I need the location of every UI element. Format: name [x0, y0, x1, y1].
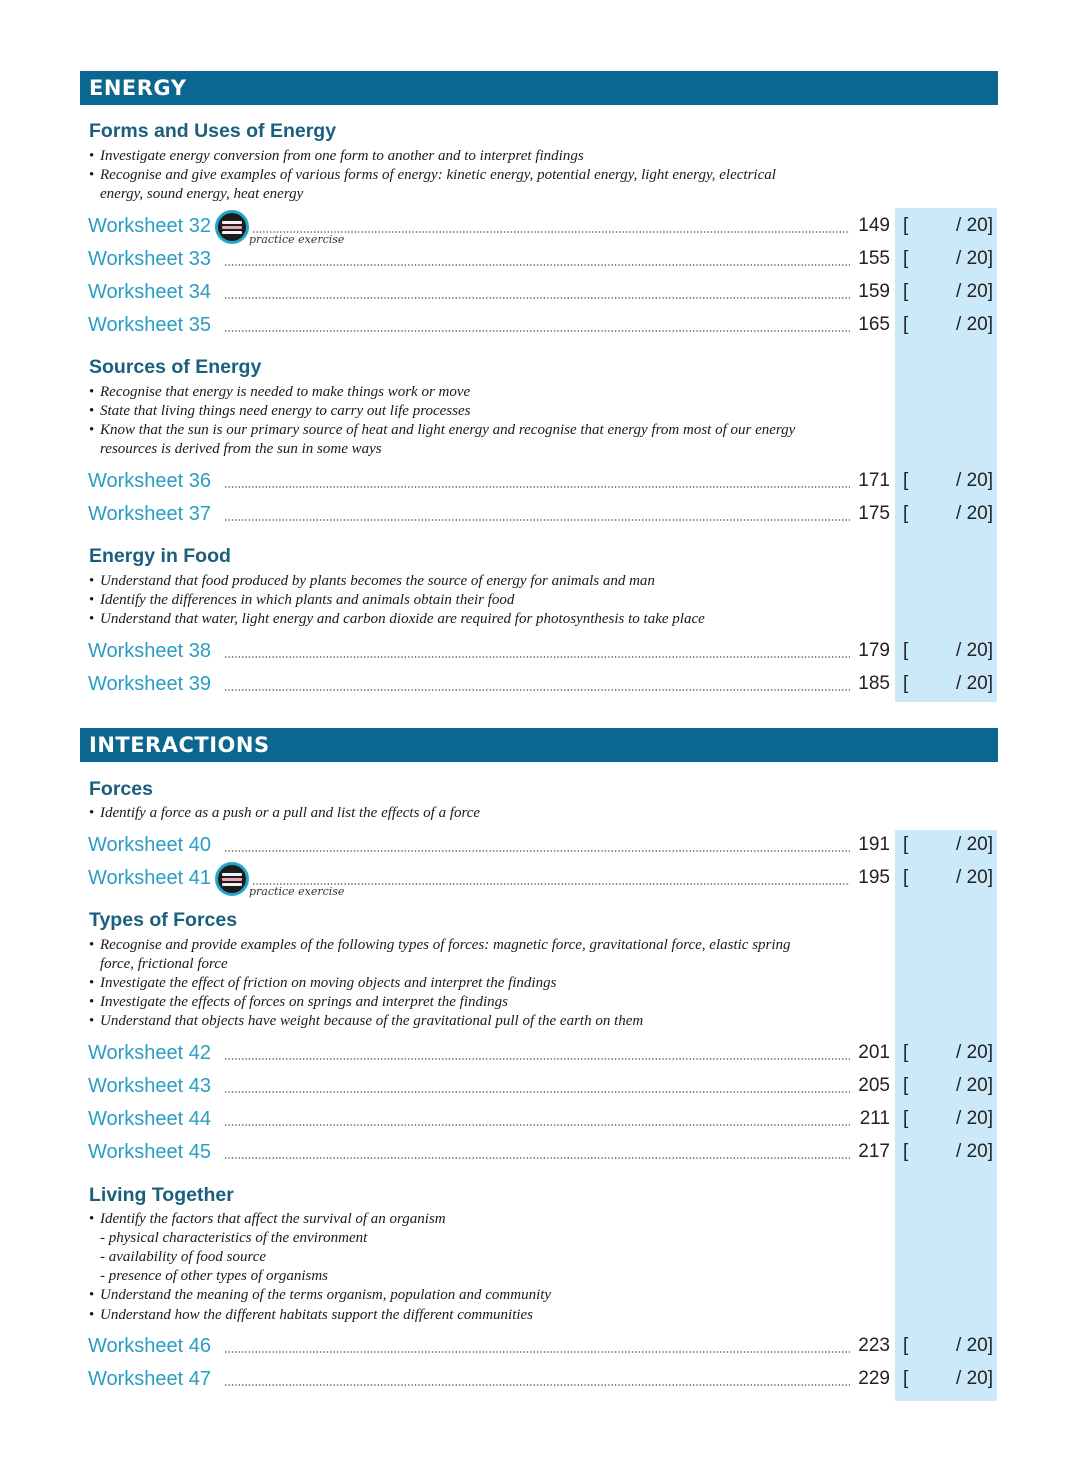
dot-leader	[224, 519, 850, 521]
score-field[interactable]: [ / 20]	[903, 503, 993, 524]
page-number: 217	[858, 1141, 890, 1162]
section-title: INTERACTIONS	[89, 733, 270, 757]
practice-exercise-icon	[215, 862, 249, 896]
topic-heading: Sources of Energy	[89, 356, 262, 378]
worksheet-row[interactable]	[88, 638, 993, 664]
page-number: 229	[858, 1368, 890, 1389]
page-number: 223	[858, 1335, 890, 1356]
dot-leader	[224, 1351, 850, 1353]
score-field[interactable]: [ / 20]	[903, 834, 993, 855]
page-number: 179	[858, 640, 890, 661]
learning-objective: • Investigate the effects of forces on springs and interpret the findings	[89, 994, 508, 1010]
learning-objective: • Understand that objects have weight because of the gravitational pull of the earth on them	[89, 1013, 644, 1029]
page-number: 159	[858, 281, 890, 302]
practice-exercise-caption: practice exercise	[249, 233, 345, 246]
worksheet-row[interactable]	[88, 312, 993, 338]
worksheet-link[interactable]: Worksheet 41	[88, 866, 212, 889]
worksheet-link[interactable]: Worksheet 44	[88, 1107, 212, 1130]
page-number: 205	[858, 1075, 890, 1096]
worksheet-link[interactable]: Worksheet 39	[88, 672, 212, 695]
worksheet-row[interactable]	[88, 1106, 993, 1132]
learning-objective: • Understand how the different habitats support the different communities	[89, 1307, 534, 1323]
worksheet-link[interactable]: Worksheet 38	[88, 639, 212, 662]
worksheet-row[interactable]	[88, 1366, 993, 1392]
section-bar-energy	[80, 71, 998, 105]
score-field[interactable]: [ / 20]	[903, 673, 993, 694]
dot-leader	[224, 850, 850, 852]
learning-objective-subitem: - presence of other types of organisms	[100, 1268, 329, 1284]
score-field[interactable]: [ / 20]	[903, 470, 993, 491]
learning-objective: • Identify a force as a push or a pull and list the effects of a force	[89, 805, 481, 821]
worksheet-link[interactable]: Worksheet 42	[88, 1041, 212, 1064]
page-number: 171	[858, 470, 890, 491]
dot-leader	[224, 1384, 850, 1386]
worksheet-row[interactable]	[88, 468, 993, 494]
score-field[interactable]: [ / 20]	[903, 1075, 993, 1096]
learning-objective-continued: energy, sound energy, heat energy	[100, 186, 304, 202]
score-field[interactable]: [ / 20]	[903, 867, 993, 888]
page-number: 191	[858, 834, 890, 855]
worksheet-row[interactable]	[88, 501, 993, 527]
dot-leader	[224, 656, 850, 658]
topic-heading: Forces	[89, 778, 153, 800]
dot-leader	[224, 1091, 850, 1093]
topic-heading: Living Together	[89, 1184, 234, 1206]
score-field[interactable]: [ / 20]	[903, 248, 993, 269]
worksheet-link[interactable]: Worksheet 43	[88, 1074, 212, 1097]
worksheet-link[interactable]: Worksheet 33	[88, 247, 212, 270]
page-number: 175	[858, 503, 890, 524]
learning-objective: • Recognise that energy is needed to make things work or move	[89, 384, 471, 400]
worksheet-row[interactable]	[88, 1073, 993, 1099]
dot-leader	[224, 1124, 850, 1126]
topic-heading: Forms and Uses of Energy	[89, 120, 337, 142]
learning-objective: • Understand the meaning of the terms organism, population and community	[89, 1287, 552, 1303]
worksheet-row[interactable]	[88, 246, 993, 272]
worksheet-row[interactable]	[88, 279, 993, 305]
worksheet-link[interactable]: Worksheet 40	[88, 833, 212, 856]
worksheet-row[interactable]	[88, 671, 993, 697]
page-number: 185	[858, 673, 890, 694]
learning-objective: • Identify the differences in which plants and animals obtain their food	[89, 592, 515, 608]
score-field[interactable]: [ / 20]	[903, 215, 993, 236]
worksheet-row[interactable]	[88, 213, 993, 246]
worksheet-row[interactable]	[88, 865, 993, 898]
learning-objective: • Recognise and provide examples of the following types of forces: magnetic force, gravitational force, elastic spring	[89, 937, 791, 953]
learning-objective: • Understand that food produced by plants becomes the source of energy for animals and man	[89, 573, 655, 589]
section-bar-interactions	[80, 728, 998, 762]
worksheet-row[interactable]	[88, 1040, 993, 1066]
learning-objective: • Know that the sun is our primary source of heat and light energy and recognise that energy from most of our energy	[89, 422, 796, 438]
learning-objective-subitem: - availability of food source	[100, 1249, 267, 1265]
learning-objective: • Recognise and give examples of various forms of energy: kinetic energy, potential energy, light energy, electrical	[89, 167, 776, 183]
learning-objective: • Investigate the effect of friction on moving objects and interpret the findings	[89, 975, 557, 991]
dot-leader	[224, 264, 850, 266]
dot-leader	[224, 297, 850, 299]
worksheet-link[interactable]: Worksheet 32	[88, 214, 212, 237]
worksheet-link[interactable]: Worksheet 47	[88, 1367, 212, 1390]
worksheet-link[interactable]: Worksheet 36	[88, 469, 212, 492]
topic-heading: Energy in Food	[89, 545, 231, 567]
score-field[interactable]: [ / 20]	[903, 1141, 993, 1162]
worksheet-link[interactable]: Worksheet 37	[88, 502, 212, 525]
worksheet-link[interactable]: Worksheet 35	[88, 313, 212, 336]
worksheet-link[interactable]: Worksheet 45	[88, 1140, 212, 1163]
score-field[interactable]: [ / 20]	[903, 281, 993, 302]
score-field[interactable]: [ / 20]	[903, 1108, 993, 1129]
dot-leader	[224, 330, 850, 332]
learning-objective: • Identify the factors that affect the survival of an organism	[89, 1211, 446, 1227]
page-number: 201	[858, 1042, 890, 1063]
learning-objective: • Investigate energy conversion from one form to another and to interpret findings	[89, 148, 584, 164]
dot-leader	[224, 1157, 850, 1159]
page-number: 155	[858, 248, 890, 269]
learning-objective-continued: resources is derived from the sun in some ways	[100, 441, 382, 457]
score-field[interactable]: [ / 20]	[903, 1042, 993, 1063]
page-number: 195	[858, 867, 890, 888]
dot-leader	[224, 1058, 850, 1060]
learning-objective-subitem: - physical characteristics of the environment	[100, 1230, 368, 1246]
topic-heading: Types of Forces	[89, 909, 238, 931]
dot-leader	[224, 689, 850, 691]
learning-objective-continued: force, frictional force	[100, 956, 228, 972]
page-number: 149	[858, 215, 890, 236]
page-number: 211	[859, 1108, 890, 1129]
section-title: ENERGY	[89, 76, 187, 100]
score-field[interactable]: [ / 20]	[903, 1335, 993, 1356]
worksheet-row[interactable]	[88, 832, 993, 858]
score-field[interactable]: [ / 20]	[903, 314, 993, 335]
dot-leader	[224, 486, 850, 488]
worksheet-link[interactable]: Worksheet 34	[88, 280, 212, 303]
learning-objective: • State that living things need energy to carry out life processes	[89, 403, 471, 419]
page-number: 165	[858, 314, 890, 335]
learning-objective: • Understand that water, light energy and carbon dioxide are required for photosynthesis to take place	[89, 611, 705, 627]
worksheet-link[interactable]: Worksheet 46	[88, 1334, 212, 1357]
practice-exercise-icon	[215, 210, 249, 244]
score-field[interactable]: [ / 20]	[903, 640, 993, 661]
worksheet-row[interactable]	[88, 1139, 993, 1165]
score-field[interactable]: [ / 20]	[903, 1368, 993, 1389]
practice-exercise-caption: practice exercise	[249, 885, 345, 898]
worksheet-row[interactable]	[88, 1333, 993, 1359]
